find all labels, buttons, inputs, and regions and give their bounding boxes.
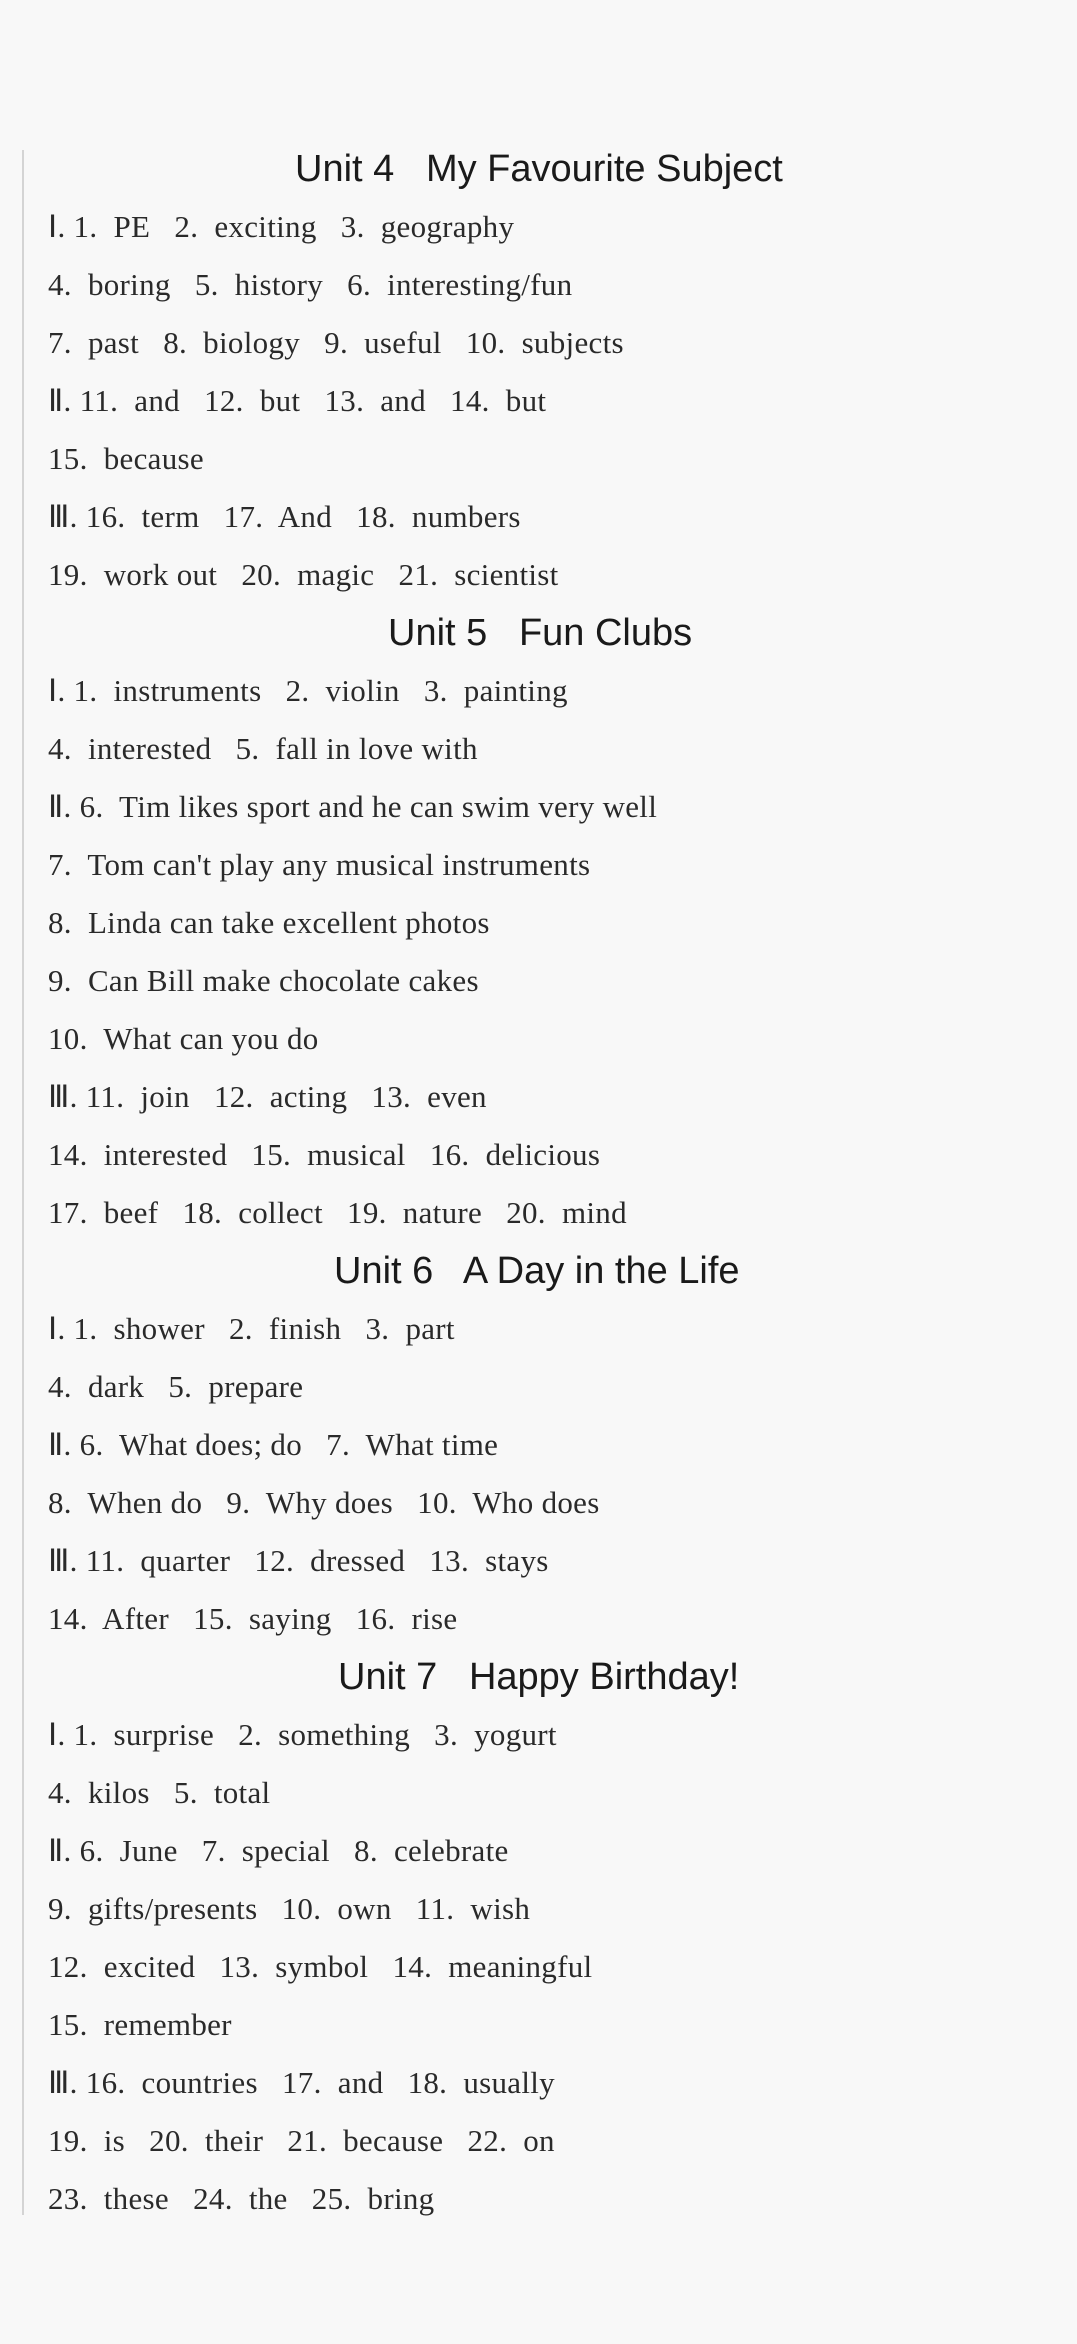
answer-line: Ⅰ. 1. PE 2. exciting 3. geography <box>48 209 515 244</box>
answer-line: 8. When do 9. Why does 10. Who does <box>48 1485 600 1520</box>
unit-title: Unit 4 My Favourite Subject <box>295 148 783 190</box>
answer-line: 7. Tom can't play any musical instruments <box>48 847 591 882</box>
answer-line: 15. remember <box>48 2007 232 2042</box>
answer-line: Ⅰ. 1. instruments 2. violin 3. painting <box>48 673 568 708</box>
answer-line: Ⅰ. 1. surprise 2. something 3. yogurt <box>48 1717 557 1752</box>
answer-line: 4. interested 5. fall in love with <box>48 731 478 766</box>
answer-line: 4. dark 5. prepare <box>48 1369 304 1404</box>
answer-content <box>48 140 1048 2228</box>
answer-line: Ⅱ. 11. and 12. but 13. and 14. but <box>48 383 547 418</box>
answer-line: 14. After 15. saying 16. rise <box>48 1601 458 1636</box>
answer-line: 8. Linda can take excellent photos <box>48 905 490 940</box>
answer-line: 9. gifts/presents 10. own 11. wish <box>48 1891 531 1926</box>
page-margin-line <box>22 150 24 2215</box>
answer-line: Ⅱ. 6. What does; do 7. What time <box>48 1427 499 1462</box>
unit-section <box>48 140 1048 604</box>
unit-title: Unit 5 Fun Clubs <box>388 612 693 654</box>
unit-section <box>48 1242 1048 1648</box>
answer-line: Ⅰ. 1. shower 2. finish 3. part <box>48 1311 455 1346</box>
answer-line: 23. these 24. the 25. bring <box>48 2181 435 2216</box>
answer-line: 10. What can you do <box>48 1021 319 1056</box>
answer-line: 19. work out 20. magic 21. scientist <box>48 557 559 592</box>
answer-line: 9. Can Bill make chocolate cakes <box>48 963 479 998</box>
answer-line: 7. past 8. biology 9. useful 10. subjects <box>48 325 624 360</box>
answer-line: 12. excited 13. symbol 14. meaningful <box>48 1949 593 1984</box>
answer-line: Ⅱ. 6. Tim likes sport and he can swim very well <box>48 789 658 824</box>
unit-title: Unit 6 A Day in the Life <box>334 1250 740 1292</box>
answer-line: 17. beef 18. collect 19. nature 20. mind <box>48 1195 627 1230</box>
answer-line: 4. kilos 5. total <box>48 1775 271 1810</box>
answer-line: 14. interested 15. musical 16. delicious <box>48 1137 601 1172</box>
answer-line: Ⅲ. 16. term 17. And 18. numbers <box>48 499 521 534</box>
answer-line: Ⅲ. 11. join 12. acting 13. even <box>48 1079 487 1114</box>
answer-line: 4. boring 5. history 6. interesting/fun <box>48 267 573 302</box>
answer-line: 19. is 20. their 21. because 22. on <box>48 2123 555 2158</box>
unit-title: Unit 7 Happy Birthday! <box>338 1656 740 1698</box>
unit-section <box>48 604 1048 1242</box>
answer-line: Ⅱ. 6. June 7. special 8. celebrate <box>48 1833 509 1868</box>
answer-line: 15. because <box>48 441 204 476</box>
answer-line: Ⅲ. 11. quarter 12. dressed 13. stays <box>48 1543 549 1578</box>
answer-line: Ⅲ. 16. countries 17. and 18. usually <box>48 2065 555 2100</box>
unit-section <box>48 1648 1048 2228</box>
